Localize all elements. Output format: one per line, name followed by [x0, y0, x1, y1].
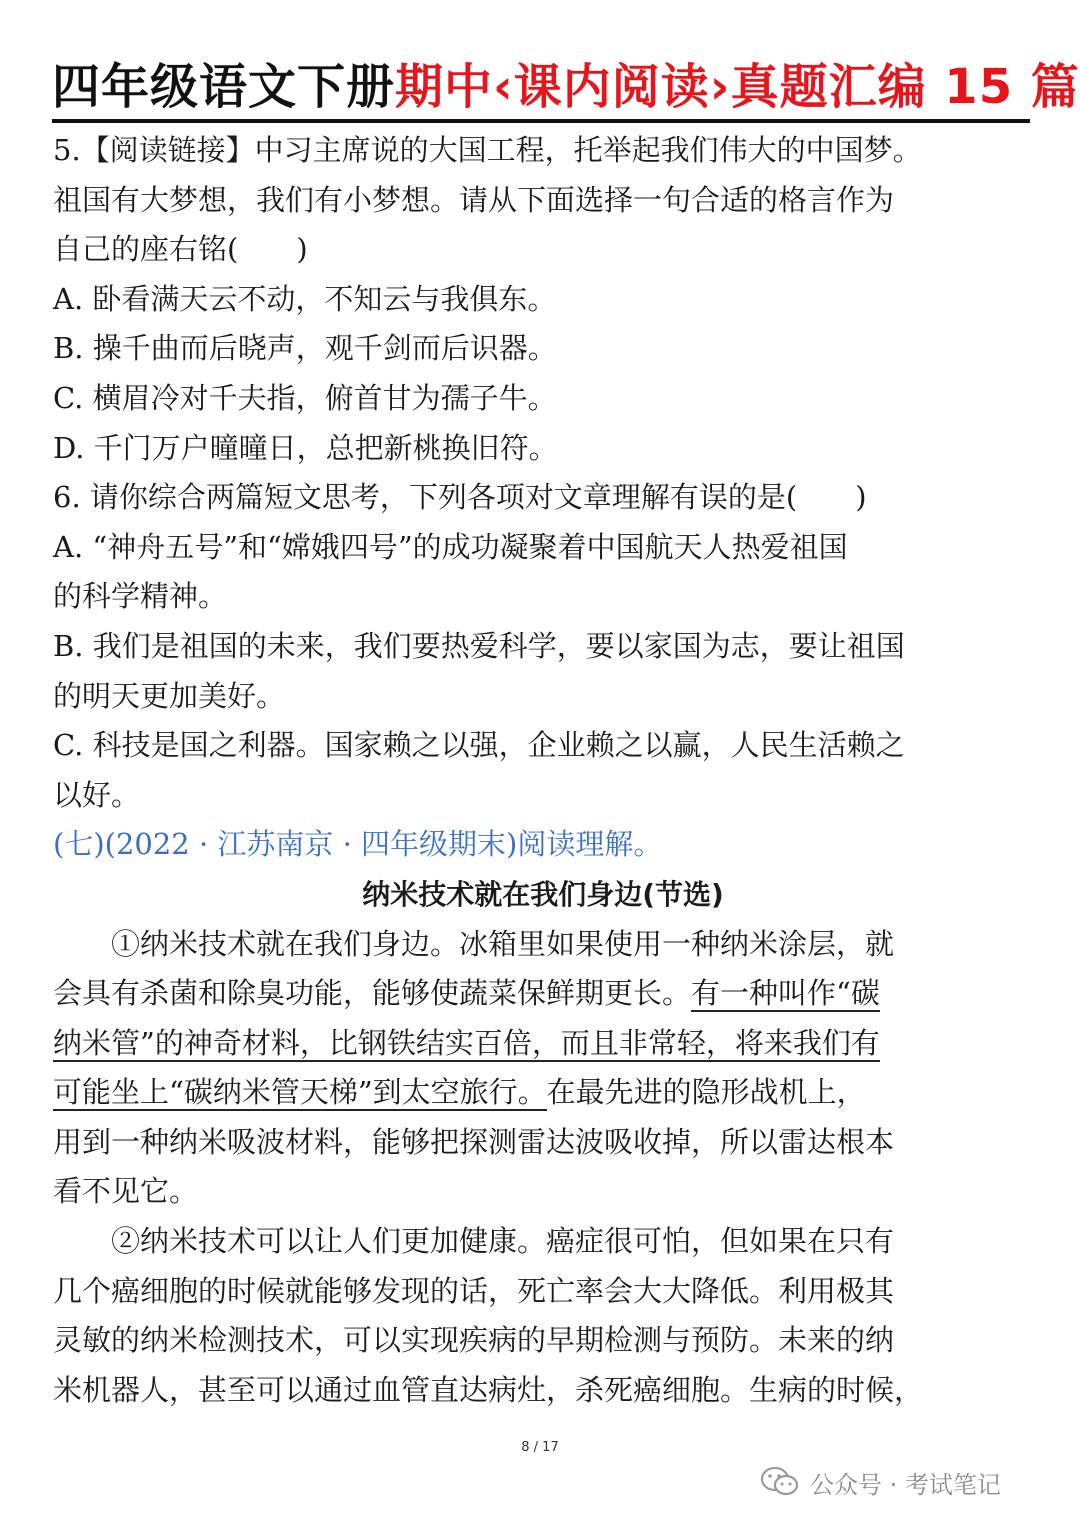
paragraph-1-line-4-plain: 在最先进的隐形战机上， — [546, 1075, 866, 1110]
paragraph-1-line-5: 用到一种纳米吸波材料，能够把探测雷达波吸收掉，所以雷达根本 — [53, 1124, 895, 1159]
question-5-line-1: 5.【阅读链接】中习主席说的大国工程，托举起我们伟大的中国梦。 — [53, 133, 922, 167]
paragraph-1-line-4 — [53, 1068, 1033, 1118]
paragraph-1-underlined-end: 可能坐上“碳纳米管天梯”到太空旅行。 — [53, 1075, 547, 1110]
paragraph-2-line-3: 灵敏的纳米检测技术，可以实现疾病的早期检测与预防。未来的纳 — [53, 1323, 895, 1358]
paragraph-1-underlined-start: 有一种叫作“碳 — [691, 976, 880, 1011]
paragraph-2-line-1: ②纳米技术可以让人们更加健康。癌症很可怕，但如果在只有 — [111, 1224, 895, 1259]
question-6-option-a-line-1: A. “神舟五号”和“嫦娥四号”的成功凝聚着中国航天人热爱祖国 — [53, 529, 848, 564]
question-6-option-b-line-1: B. 我们是祖国的未来，我们要热爱科学，要以家国为志，要让祖国 — [53, 628, 905, 663]
question-5-option-b: B. 操千曲而后晓声，观千剑而后识器。 — [53, 331, 557, 366]
paragraph-1-line-3 — [53, 1019, 1033, 1069]
question-6-option-b-line-2: 的明天更加美好。 — [53, 678, 286, 713]
watermark-text: 公众号 · 考试笔记 — [810, 1470, 1001, 1499]
wechat-icon — [760, 1465, 800, 1499]
question-5-option-d: D. 千门万户曈曈日，总把新桃换旧符。 — [53, 430, 558, 465]
paragraph-1-underlined-middle: 纳米管”的神奇材料，比钢铁结实百倍，而且非常轻，将来我们有 — [53, 1025, 880, 1060]
question-6-option-c-line-2: 以好。 — [53, 777, 141, 812]
header-title-black: 四年级语文下册 — [52, 59, 396, 115]
question-6-stem: 6. 请你综合两篇短文思考，下列各项对文章理解有误的是( ) — [53, 480, 867, 515]
paragraph-1-line-6: 看不见它。 — [53, 1174, 199, 1209]
paragraph-1-line-2 — [53, 969, 1033, 1019]
page-number: 8 / 17 — [521, 1440, 559, 1455]
section-7-heading: (七)(2022 · 江苏南京 · 四年级期末)阅读理解。 — [53, 827, 663, 862]
question-5-option-a: A. 卧看满天云不动，不知云与我俱东。 — [53, 281, 557, 316]
paragraph-1-line-2-plain: 会具有杀菌和除臭功能，能够使蔬菜保鲜期更长。 — [53, 976, 692, 1011]
document-header-title — [52, 55, 1080, 119]
passage-title: 纳米技术就在我们身边(节选) — [362, 877, 724, 911]
question-6-option-a-line-2: 的科学精神。 — [53, 579, 228, 614]
paragraph-2-line-2: 几个癌细胞的时候就能够发现的话，死亡率会大大降低。利用极其 — [53, 1273, 895, 1308]
header-title-red: 期中‹课内阅读›真题汇编 15 篇 — [395, 59, 1080, 115]
paragraph-1-line-1: ①纳米技术就在我们身边。冰箱里如果使用一种纳米涂层，就 — [111, 926, 895, 961]
document-body — [53, 126, 1033, 1415]
question-5-option-c: C. 横眉冷对千夫指，俯首甘为孺子牛。 — [53, 380, 557, 415]
question-5-line-2: 祖国有大梦想，我们有小梦想。请从下面选择一句合适的格言作为 — [53, 182, 895, 217]
question-6-option-c-line-1: C. 科技是国之利器。国家赖之以强，企业赖之以赢，人民生活赖之 — [53, 728, 905, 763]
question-5-line-3: 自己的座右铭( ) — [53, 232, 308, 267]
paragraph-2-line-4: 米机器人，甚至可以通过血管直达病灶，杀死癌细胞。生病的时候， — [53, 1372, 924, 1407]
wechat-watermark — [760, 1460, 1001, 1504]
header-underline — [52, 119, 1030, 123]
